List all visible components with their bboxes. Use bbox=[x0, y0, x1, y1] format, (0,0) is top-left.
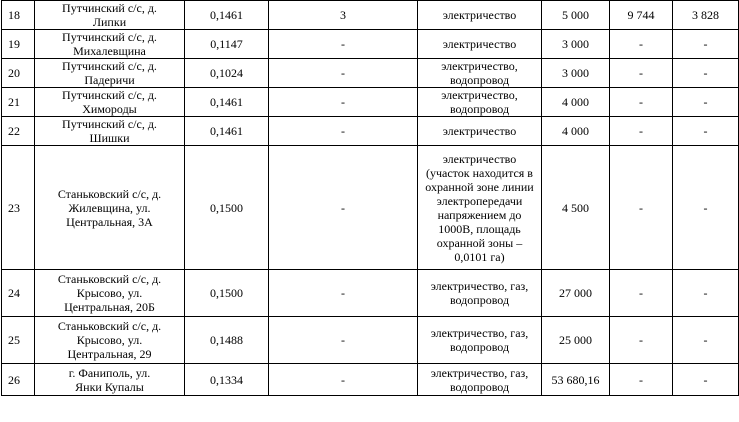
row-number: 21 bbox=[2, 88, 35, 117]
row-number: 23 bbox=[2, 146, 35, 270]
plot-address: Станьковский с/с, д. Жилевщина, ул. Центральная, 3А bbox=[35, 146, 185, 270]
plot-price: 4 500 bbox=[542, 146, 610, 270]
column-7-value: - bbox=[610, 146, 673, 270]
column-8-value: - bbox=[673, 30, 739, 59]
plot-area: 0,1488 bbox=[185, 317, 269, 364]
row-number: 25 bbox=[2, 317, 35, 364]
plot-price: 27 000 bbox=[542, 270, 610, 317]
table-row bbox=[2, 59, 739, 88]
plot-price: 3 000 bbox=[542, 59, 610, 88]
column-8-value: - bbox=[673, 59, 739, 88]
column-4-value: 3 bbox=[269, 1, 418, 30]
column-7-value: - bbox=[610, 30, 673, 59]
plot-area: 0,1461 bbox=[185, 117, 269, 146]
plot-price: 3 000 bbox=[542, 30, 610, 59]
plot-utilities: электричество, газ, водопровод bbox=[418, 317, 542, 364]
table-row bbox=[2, 270, 739, 317]
column-7-value: 9 744 bbox=[610, 1, 673, 30]
plot-utilities: электричество bbox=[418, 1, 542, 30]
plot-area: 0,1461 bbox=[185, 1, 269, 30]
table-row bbox=[2, 88, 739, 117]
plot-address: Путчинский с/с, д. Падеричи bbox=[35, 59, 185, 88]
table-row bbox=[2, 1, 739, 30]
row-number: 18 bbox=[2, 1, 35, 30]
plot-address: Путчинский с/с, д. Михалевщина bbox=[35, 30, 185, 59]
plot-area: 0,1500 bbox=[185, 270, 269, 317]
table-row bbox=[2, 146, 739, 270]
row-number: 20 bbox=[2, 59, 35, 88]
plot-price: 25 000 bbox=[542, 317, 610, 364]
plot-price: 4 000 bbox=[542, 88, 610, 117]
column-8-value: - bbox=[673, 317, 739, 364]
plot-area: 0,1461 bbox=[185, 88, 269, 117]
column-7-value: - bbox=[610, 364, 673, 396]
land-plots-table bbox=[1, 0, 739, 396]
column-4-value: - bbox=[269, 30, 418, 59]
column-4-value: - bbox=[269, 88, 418, 117]
plot-utilities: электричество, водопровод bbox=[418, 59, 542, 88]
plot-address: Путчинский с/с, д. Химороды bbox=[35, 88, 185, 117]
table-row bbox=[2, 364, 739, 396]
plot-address: Путчинский с/с, д. Шишки bbox=[35, 117, 185, 146]
plot-area: 0,1024 bbox=[185, 59, 269, 88]
column-8-value: - bbox=[673, 117, 739, 146]
plot-price: 5 000 bbox=[542, 1, 610, 30]
column-4-value: - bbox=[269, 59, 418, 88]
table-row bbox=[2, 30, 739, 59]
column-7-value: - bbox=[610, 59, 673, 88]
column-4-value: - bbox=[269, 270, 418, 317]
column-4-value: - bbox=[269, 317, 418, 364]
column-7-value: - bbox=[610, 317, 673, 364]
table-row bbox=[2, 117, 739, 146]
column-8-value: - bbox=[673, 270, 739, 317]
plot-utilities: электричество, газ, водопровод bbox=[418, 270, 542, 317]
row-number: 26 bbox=[2, 364, 35, 396]
plot-area: 0,1500 bbox=[185, 146, 269, 270]
column-8-value: 3 828 bbox=[673, 1, 739, 30]
plot-price: 53 680,16 bbox=[542, 364, 610, 396]
row-number: 22 bbox=[2, 117, 35, 146]
table-row bbox=[2, 317, 739, 364]
plot-address: Станьковский с/с, д. Крысово, ул. Центральная, 29 bbox=[35, 317, 185, 364]
plot-address: Путчинский с/с, д. Липки bbox=[35, 1, 185, 30]
plot-utilities: электричество, водопровод bbox=[418, 88, 542, 117]
plot-address: Станьковский с/с, д. Крысово, ул. Центральная, 20Б bbox=[35, 270, 185, 317]
column-7-value: - bbox=[610, 270, 673, 317]
plot-utilities: электричество bbox=[418, 30, 542, 59]
plot-utilities: электричество bbox=[418, 117, 542, 146]
plot-area: 0,1334 bbox=[185, 364, 269, 396]
plot-price: 4 000 bbox=[542, 117, 610, 146]
column-8-value: - bbox=[673, 88, 739, 117]
row-number: 24 bbox=[2, 270, 35, 317]
column-7-value: - bbox=[610, 88, 673, 117]
column-8-value: - bbox=[673, 146, 739, 270]
column-4-value: - bbox=[269, 117, 418, 146]
plot-area: 0,1147 bbox=[185, 30, 269, 59]
plot-address: г. Фаниполь, ул. Янки Купалы bbox=[35, 364, 185, 396]
row-number: 19 bbox=[2, 30, 35, 59]
plot-utilities: электричество, газ, водопровод bbox=[418, 364, 542, 396]
table-body bbox=[2, 1, 739, 396]
column-7-value: - bbox=[610, 117, 673, 146]
plot-utilities: электричество (участок находится в охранной зоне линии электропередачи напряжением до 1000В, площадь охранной зоны – 0,0101 га) bbox=[418, 146, 542, 270]
column-4-value: - bbox=[269, 146, 418, 270]
column-8-value: - bbox=[673, 364, 739, 396]
column-4-value: - bbox=[269, 364, 418, 396]
